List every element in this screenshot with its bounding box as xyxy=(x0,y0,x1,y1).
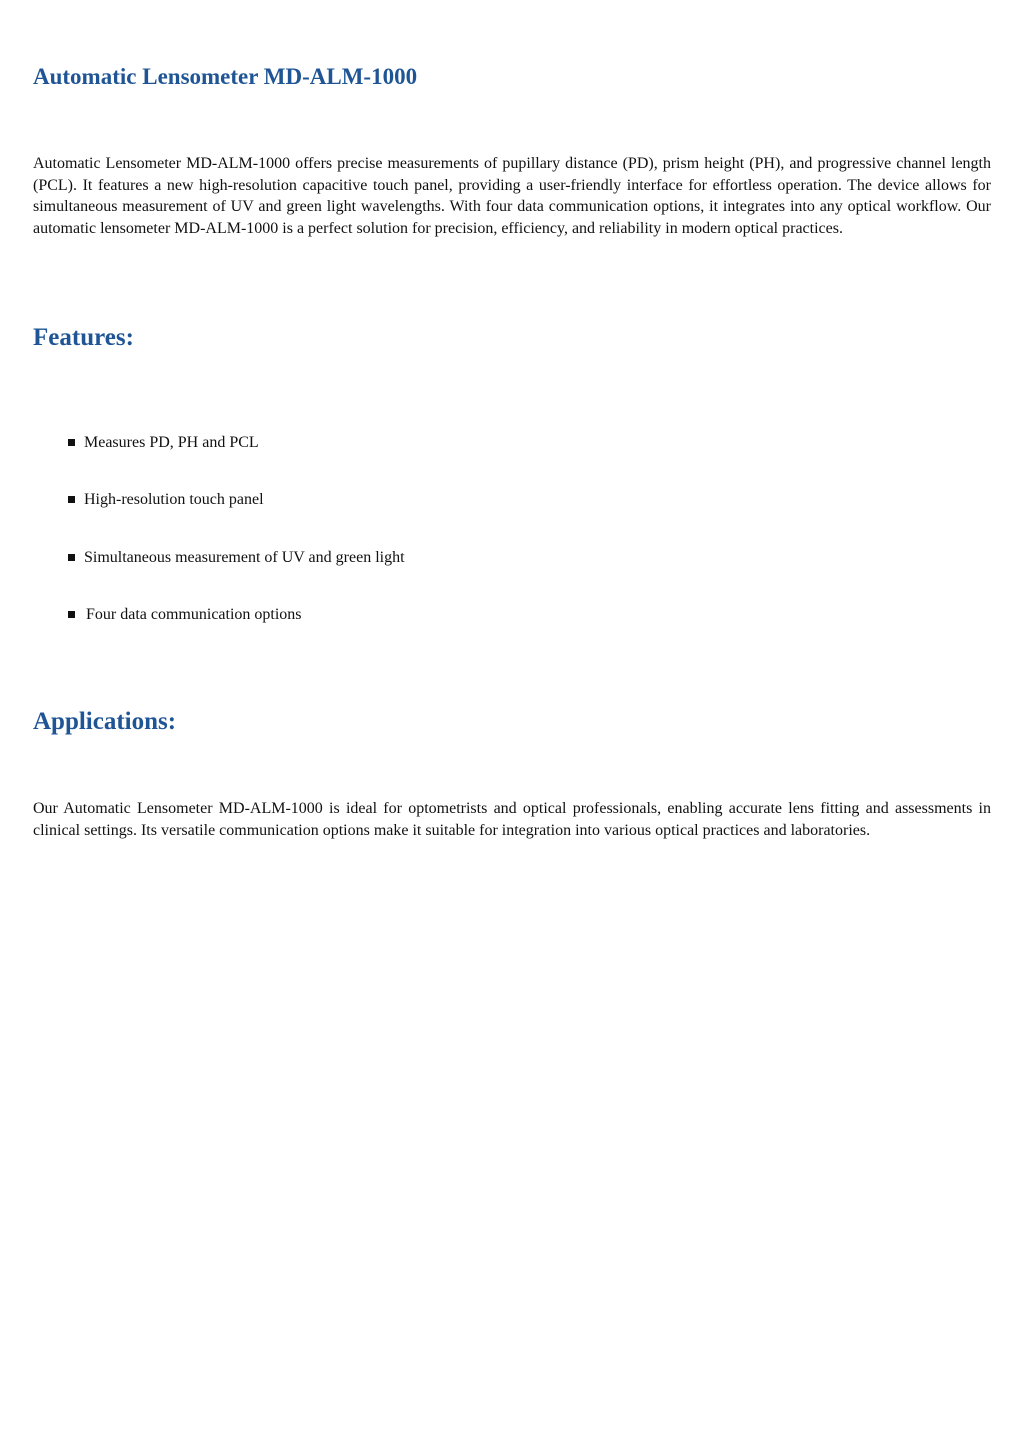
square-bullet-icon xyxy=(68,439,75,446)
feature-item-label: Simultaneous measurement of UV and green light xyxy=(84,549,405,566)
feature-item xyxy=(68,547,405,569)
square-bullet-icon xyxy=(68,554,75,561)
feature-item xyxy=(68,604,302,626)
feature-item xyxy=(68,489,264,511)
feature-item-label: Four data communication options xyxy=(86,606,302,623)
feature-item xyxy=(68,432,259,454)
applications-heading: Applications: xyxy=(33,708,177,735)
applications-paragraph: Our Automatic Lensometer MD-ALM-1000 is ideal for optometrists and optical professionals, enabling accurate lens fitting and assessments in clinical settings. Its versatile communication options make it suitable for integration into various optical practices and laboratories. xyxy=(33,800,991,839)
feature-item-label: High-resolution touch panel xyxy=(84,491,264,508)
document-title: Automatic Lensometer MD-ALM-1000 xyxy=(33,64,418,89)
feature-item-label: Measures PD, PH and PCL xyxy=(84,434,259,451)
features-heading: Features: xyxy=(33,324,134,351)
square-bullet-icon xyxy=(68,611,75,618)
intro-paragraph: Automatic Lensometer MD-ALM-1000 offers precise measurements of pupillary distance (PD), prism height (PH), and progressive channel length (PCL). It features a new high-resolution capacitive touch panel, providing a user-friendly interface for effortless operation. The device allows for simultaneous measurement of UV and green light wavelengths. With four data communication options, it integrates into any optical workflow. Our automatic lensometer MD-ALM-1000 is a perfect solution for precision, efficiency, and reliability in modern optical practices. xyxy=(33,155,991,237)
square-bullet-icon xyxy=(68,496,75,503)
